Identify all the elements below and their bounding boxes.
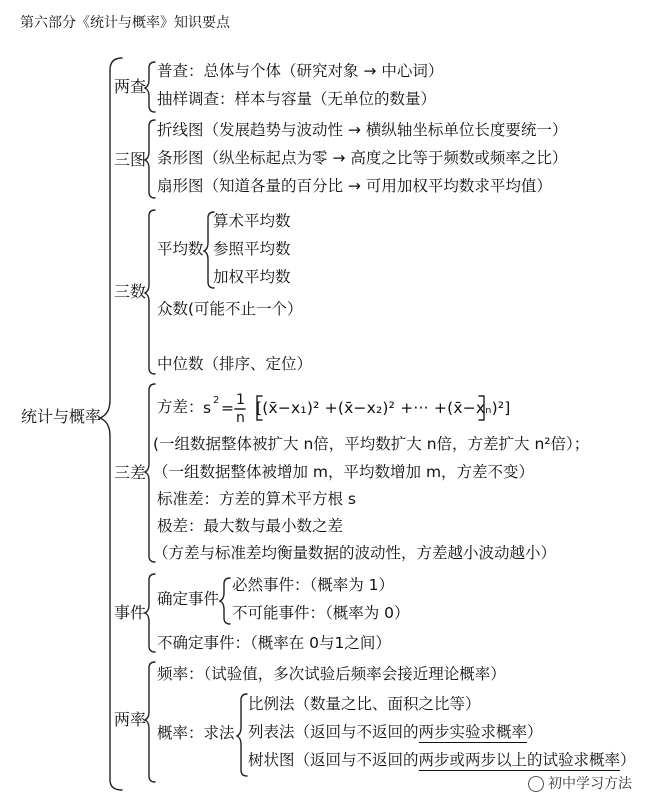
item-variance-note: （方差与标准差均衡量数据的波动性，方差越小波动越小） <box>153 544 557 562</box>
item-std: 标准差：方差的算术平方根 s <box>157 490 357 508</box>
item-median: 中位数（排序、定位） <box>157 355 313 373</box>
item-bar-chart: 条形图（纵坐标起点为零 → 高度之比等于频数或频率之比） <box>157 149 568 167</box>
item-ratio-method: 比例法（数量之比、面积之比等） <box>248 695 481 713</box>
root-label: 统计与概率 <box>21 407 102 426</box>
table-method-underlined: 两步实验求概率 <box>418 723 528 741</box>
item-mean-arithmetic: 算术平均数 <box>213 212 291 230</box>
brace-charts <box>145 120 155 198</box>
item-tree-method <box>248 753 636 769</box>
section-label-charts: 三图 <box>114 150 147 169</box>
tree-method-underlined: 两步或两步以上的试验求概率 <box>418 751 621 769</box>
item-table-method <box>248 725 543 741</box>
section-label-investigation: 两查 <box>114 77 147 96</box>
section-label-events: 事件 <box>114 603 147 622</box>
brace-certain <box>220 578 230 624</box>
item-rule-scale: (一组数据整体被扩大 n倍，平均数扩大 n倍，方差扩大 n²倍）； <box>153 435 590 453</box>
item-range: 极差：最大数与最小数之差 <box>157 517 344 535</box>
item-certain-event: 确定事件 <box>157 590 220 608</box>
section-label-deviations: 三差 <box>114 463 147 482</box>
table-method-close: ） <box>527 723 543 741</box>
item-probability-method: 概率：求法 <box>157 724 235 742</box>
item-census: 普查：总体与个体（研究对象 → 中心词） <box>157 62 444 80</box>
brace-events <box>145 574 155 652</box>
wechat-icon <box>528 776 544 792</box>
item-mode: 众数(可能不止一个） <box>157 300 303 318</box>
item-pie-chart: 扇形图（知道各量的百分比 → 可用加权平均数求平均值） <box>157 177 552 195</box>
brace-rates <box>145 662 155 782</box>
table-method-text: 列表法（返回与不返回的 <box>248 723 419 741</box>
formula-body: [(x̄−x₁)² +(x̄−x₂)² +··· +(x̄−xₙ)²] <box>256 399 511 417</box>
section-label-numbers: 三数 <box>114 282 147 301</box>
item-mean: 平均数 <box>157 240 204 258</box>
tree-method-text: 树状图（返回与不返回的 <box>248 751 419 769</box>
item-frequency: 频率：（试验值，多次试验后频率会接近理论概率） <box>157 665 506 683</box>
item-inevitable-event: 必然事件：（概率为 1） <box>232 576 395 594</box>
tree-method-close: ） <box>620 751 636 769</box>
brace-methods <box>237 694 247 776</box>
brace-numbers <box>145 210 155 374</box>
brace-investigation <box>145 62 155 112</box>
item-mean-reference: 参照平均数 <box>213 240 291 258</box>
watermark: 初中学习方法 <box>548 776 632 792</box>
formula-s-sup: 2 <box>213 395 220 406</box>
item-line-chart: 折线图（发展趋势与波动性 → 横纵轴坐标单位长度要统一） <box>157 121 568 139</box>
formula-eq: = <box>221 399 234 417</box>
page-title: 第六部分《统计与概率》知识要点 <box>20 15 230 31</box>
item-mean-weighted: 加权平均数 <box>213 268 291 286</box>
item-variance-label: 方差： <box>157 398 204 416</box>
section-label-rates: 两率 <box>114 710 147 729</box>
item-impossible-event: 不可能事件：（概率为 0） <box>232 604 410 622</box>
item-uncertain-event: 不确定事件：（概率在 0与1之间） <box>157 634 391 652</box>
item-sample: 抽样调查：样本与容量（无单位的数量） <box>157 90 437 108</box>
formula-denominator: n <box>236 410 245 426</box>
formula-numerator: 1 <box>236 392 245 408</box>
item-rule-shift: （一组数据整体被增加 m，平均数增加 m，方差不变） <box>153 463 535 481</box>
formula-s: s <box>203 399 212 417</box>
